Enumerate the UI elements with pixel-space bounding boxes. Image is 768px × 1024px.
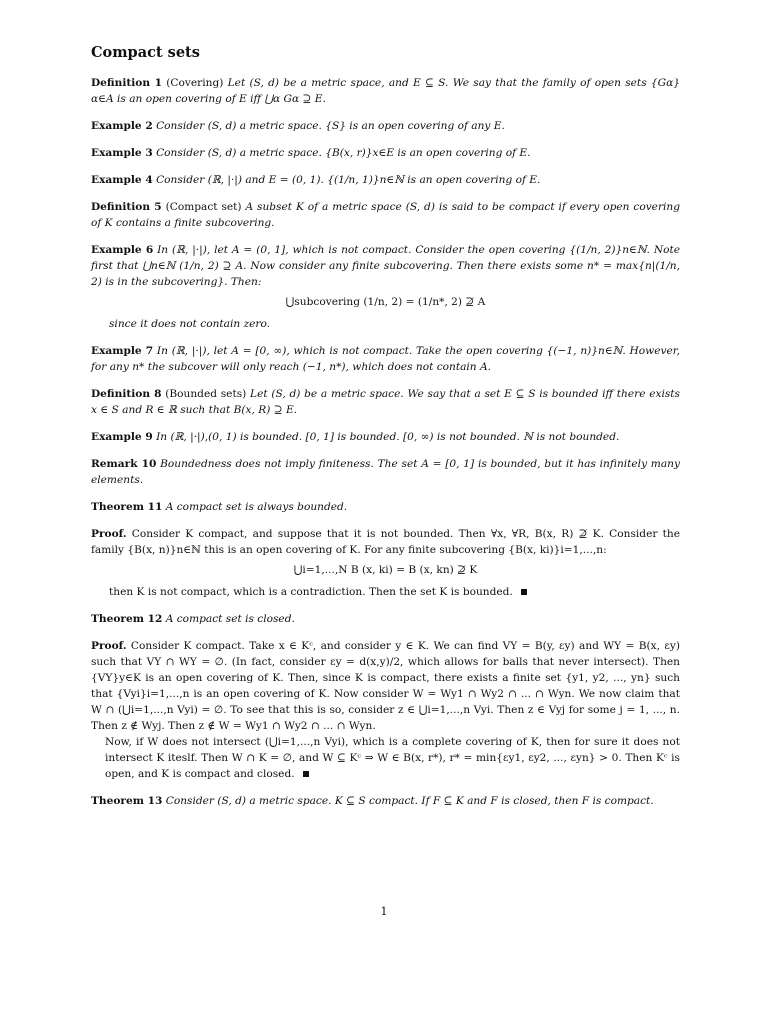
theorem-13-body: Consider (S, d) a metric space. K ⊆ S compact. If F ⊆ K and F is closed, then F is compact. (165, 795, 654, 807)
proof-12 (91, 638, 680, 782)
proof-11-label: Proof. (91, 528, 127, 540)
example-4 (91, 172, 680, 188)
qed-square-icon (521, 589, 527, 595)
proof-11-body: Consider K compact, and suppose that it is not bounded. Then ∀x, ∀R, B(x, R) ⊉ K. Consider the family {B(x, n)}n∈ℕ this is an open covering of K. For any finite subcovering {B(x, ki)}i=1,...,n: (91, 528, 680, 556)
definition-8-label: Definition 8 (91, 388, 162, 400)
example-6 (91, 242, 680, 332)
theorem-13 (91, 793, 680, 809)
proof-12-paragraph-2-wrap (91, 734, 680, 782)
definition-8 (91, 386, 680, 418)
section-title: Compact sets (91, 44, 200, 61)
definition-8-body: Let (S, d) be a metric space. We say that a set E ⊆ S is bounded iff there exists x ∈ S and R ∈ ℝ such that B(x, R) ⊇ E. (91, 388, 680, 416)
example-4-body: Consider (ℝ, |·|) and E = (0, 1). {(1/n, 1)}n∈ℕ is an open covering of E. (156, 174, 541, 186)
definition-1 (91, 75, 680, 107)
proof-12-paragraph-1: Consider K compact. Take x ∈ Kᶜ, and consider y ∈ K. We can find VY = B(y, εy) and WY = B(x, εy) such that VY ∩ WY = ∅. (In fact, consider εy = d(x,y)/2, which allows for balls that never intersect). Then {VY}y∈K is an open covering of K. Then, since K is compact, there exists a finite set {y1, y2, ..., yn} such that {Vyi}i=1,...,n is an open covering of K. Now consider W = Wy1 ∩ Wy2 ∩ ... ∩ Wyn. We now claim that W ∩ (⋃i=1,...,n Vyi) = ∅. To see that this is so, consider z ∈ ⋃i=1,...,n Vyi. Then z ∈ Vyj for some j = 1, ..., n. Then z ∉ Wyj. Then z ∉ W = Wy1 ∩ Wy2 ∩ ... ∩ Wyn. (91, 640, 680, 732)
page-number: 1 (380, 905, 388, 918)
example-7 (91, 343, 680, 375)
definition-5-name: (Compact set) (165, 201, 242, 213)
definition-5-label: Definition 5 (91, 201, 162, 213)
example-6-body: In (ℝ, |·|), let A = (0, 1], which is not compact. Consider the open covering {(1/n, 2)}n∈ℕ. Note first that ⋃n∈ℕ (1/n, 2) ⊇ A. Now consider any finite subcovering. Then there exists some n* = max{n|(1/n, 2) is in the subcovering}. Then: (91, 244, 680, 288)
definition-5 (91, 199, 680, 231)
theorem-13-label: Theorem 13 (91, 795, 163, 807)
example-7-label: Example 7 (91, 345, 154, 357)
example-3-body: Consider (S, d) a metric space. {B(x, r)}x∈E is an open covering of E. (156, 147, 531, 159)
proof-11-after: then K is not compact, which is a contradiction. Then the set K is bounded. (109, 586, 513, 598)
proof-11-display-equation: ⋃i=1,...,N B (x, ki) = B (x, kn) ⊉ K (293, 564, 478, 576)
example-9-body: In (ℝ, |·|),(0, 1) is bounded. [0, 1] is bounded. [0, ∞) is not bounded. ℕ is not bounded. (156, 431, 620, 443)
definition-1-body: Let (S, d) be a metric space, and E ⊆ S. We say that the family of open sets {Gα}α∈A is an open covering of E iff ⋃α Gα ⊇ E. (91, 77, 680, 105)
theorem-11 (91, 499, 680, 515)
remark-10-body: Boundedness does not imply finiteness. The set A = [0, 1] is bounded, but it has infinitely many elements. (91, 458, 680, 486)
theorem-11-label: Theorem 11 (91, 501, 163, 513)
definition-8-name: (Bounded sets) (165, 388, 247, 400)
example-4-label: Example 4 (91, 174, 153, 186)
theorem-12-label: Theorem 12 (91, 613, 163, 625)
remark-10-label: Remark 10 (91, 458, 157, 470)
example-6-after: since it does not contain zero. (109, 318, 271, 330)
theorem-11-body: A compact set is always bounded. (165, 501, 348, 513)
qed-square-icon (303, 771, 309, 777)
theorem-12 (91, 611, 680, 627)
definition-1-name: (Covering) (166, 77, 224, 89)
proof-11 (91, 526, 680, 600)
remark-10 (91, 456, 680, 488)
example-6-display-equation: ⋃subcovering (1/n, 2) = (1/n*, 2) ⊉ A (285, 296, 486, 308)
theorem-12-body: A compact set is closed. (165, 613, 295, 625)
example-9-label: Example 9 (91, 431, 153, 443)
example-7-body: In (ℝ, |·|), let A = [0, ∞), which is not compact. Take the open covering {(−1, n)}n∈ℕ. However, for any n* the subcover will only reach (−1, n*), which does not contain A. (91, 345, 680, 373)
example-9 (91, 429, 680, 445)
proof-12-paragraph-2: Now, if W does not intersect (⋃i=1,...,n Vyi), which is a complete covering of K, then for sure it does not intersect K iteslf. Then W ∩ K = ∅, and W ⊆ Kᶜ ⇒ W ∈ B(x, r*), r* = min{εy1, εy2, ..., εyn} > 0. Then Kᶜ is open, and K is compact and closed. (105, 736, 680, 780)
proof-11-conclusion (91, 584, 680, 600)
example-2-label: Example 2 (91, 120, 153, 132)
example-2 (91, 118, 680, 134)
example-2-body: Consider (S, d) a metric space. {S} is an open covering of any E. (156, 120, 505, 132)
definition-1-label: Definition 1 (91, 77, 163, 89)
example-3-label: Example 3 (91, 147, 153, 159)
example-3 (91, 145, 680, 161)
example-6-label: Example 6 (91, 244, 154, 256)
definition-5-body: A subset K of a metric space (S, d) is said to be compact if every open covering of K contains a finite subcovering. (91, 201, 681, 229)
proof-12-label: Proof. (91, 640, 127, 652)
